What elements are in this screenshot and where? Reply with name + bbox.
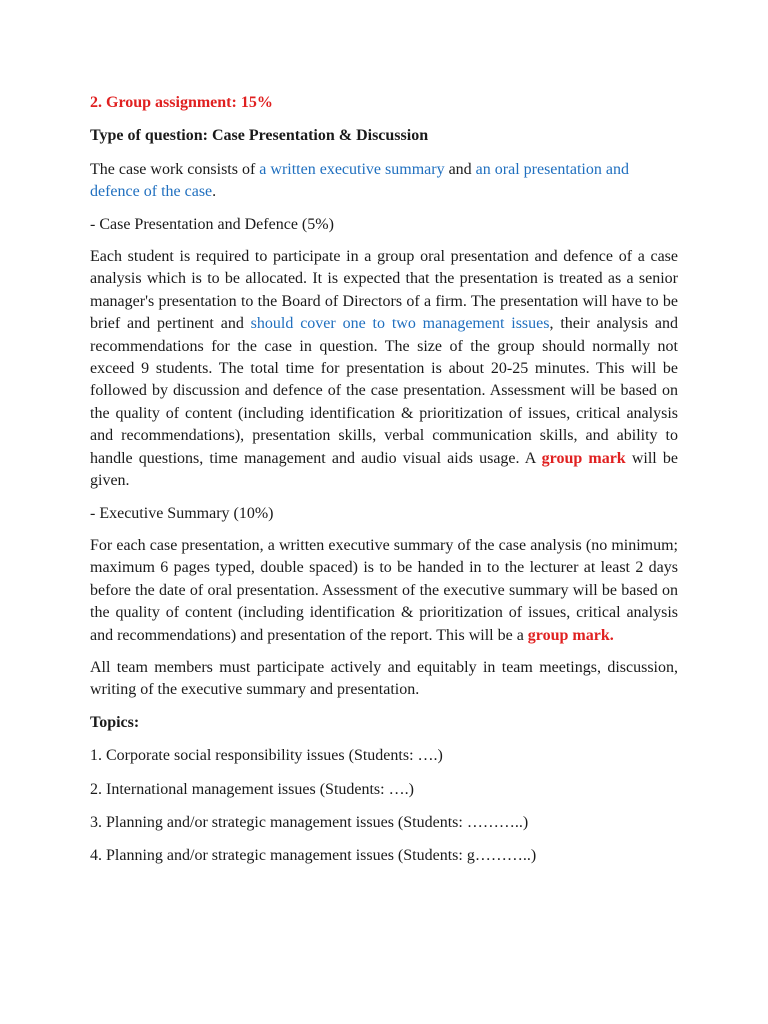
intro-highlight-presentation: an oral presentation and defence of the case: [90, 160, 629, 201]
intro-text-1: The case work consists of: [90, 160, 260, 178]
intro-text-2: and: [444, 160, 476, 178]
executive-summary-paragraph: [90, 535, 678, 647]
case-presentation-heading: - Case Presentation and Defence (5%): [90, 215, 334, 233]
document-page: [90, 92, 678, 879]
topics-heading: Topics:: [90, 713, 140, 731]
topic-item: 3. Planning and/or strategic management issues (Students: ………..): [90, 813, 529, 831]
team-paragraph: All team members must participate actively and equitably in team meetings, discussion, writing of the executive summary and presentation.: [90, 658, 678, 699]
question-type: Type of question: Case Presentation & Discussion: [90, 127, 429, 145]
topic-item: 1. Corporate social responsibility issues (Students: ….): [90, 747, 443, 765]
executive-summary-heading: - Executive Summary (10%): [90, 504, 274, 522]
case-text-1: Each student is required to participate in a group oral presentation and defence of a case analysis which is to be allocated. It is expected that the presentation is treated as a senior manager's presentation to the Board of Directors of a firm. The presentation will have to be brief and pertinent and: [90, 248, 678, 333]
exec-group-mark: group mark.: [527, 626, 614, 644]
exec-text-1: For each case presentation, a written executive summary of the case analysis (no minimum; maximum 6 pages typed, double spaced) is to be handed in to the lecturer at least 2 days before the date of oral presentation. Assessment of the executive summary will be based on the quality of content (including identification & prioritization of issues, critical analysis and recommendations) and presentation of the report. This will be a: [90, 536, 678, 644]
case-group-mark: group mark: [541, 449, 626, 467]
section-heading: 2. Group assignment: 15%: [90, 94, 273, 111]
intro-highlight-summary: a written executive summary: [259, 160, 445, 178]
case-text-2: , their analysis and recommendations for the case in question. The size of the group should normally not exceed 9 students. The total time for presentation is about 20-25 minutes. This will be followed by discussion and defence of the case presentation. Assessment will be based on the quality of content (including identification & prioritization of issues, critical analysis and recommendations), presentation skills, verbal communication skills, and ability to handle questions, time management and audio visual aids usage. A: [90, 315, 678, 467]
intro-paragraph: [90, 159, 678, 204]
case-presentation-paragraph: [90, 246, 678, 492]
case-highlight-issues: should cover one to two management issues: [250, 315, 550, 333]
intro-text-3: .: [212, 183, 217, 201]
topic-item: 4. Planning and/or strategic management issues (Students: g………..): [90, 847, 537, 865]
case-text-3: will be given.: [90, 449, 679, 490]
topic-item: 2. International management issues (Students: ….): [90, 780, 414, 798]
